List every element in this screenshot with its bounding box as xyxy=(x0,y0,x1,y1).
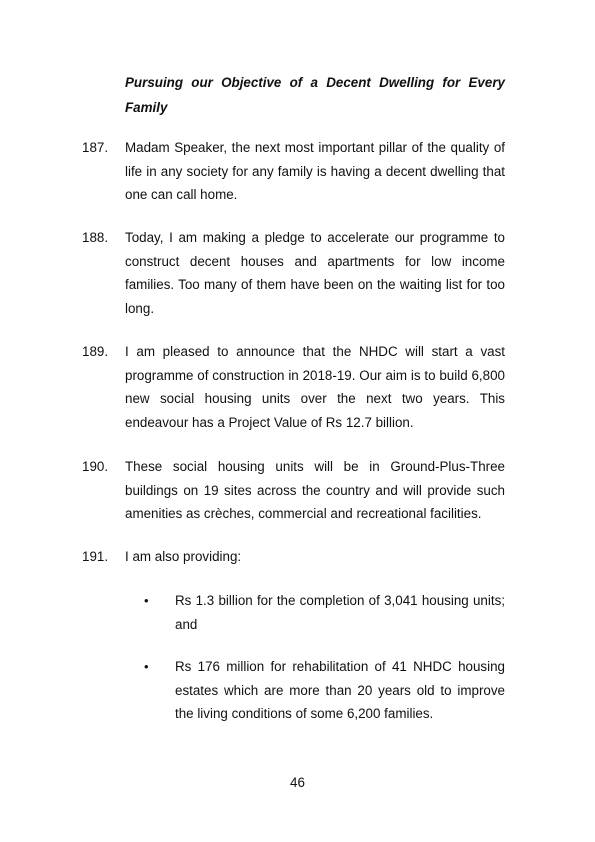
paragraph-text: I am pleased to announce that the NHDC will start a vast programme of construction in 2018-19. Our aim is to build 6,800 new social housing units over the next two years. This endeavour has a Project Value of Rs 12.7 billion. xyxy=(125,344,505,431)
bullet-item xyxy=(142,589,505,636)
paragraph-number: 190. xyxy=(82,459,109,474)
paragraph-number: 187. xyxy=(82,140,109,155)
paragraph-190 xyxy=(82,455,505,526)
paragraph-number: 191. xyxy=(82,549,109,564)
section-heading: Pursuing our Objective of a Decent Dwelling for Every Family xyxy=(125,75,505,115)
paragraph-187 xyxy=(82,136,505,207)
paragraph-188 xyxy=(82,226,505,321)
paragraph-text: I am also providing: xyxy=(125,549,242,564)
bullet-text: Rs 1.3 billion for the completion of 3,041 housing units; and xyxy=(175,593,505,632)
paragraph-text: Today, I am making a pledge to accelerate our programme to construct decent houses and apartments for low income families. Too many of them have been on the waiting list for too long. xyxy=(125,230,505,317)
paragraph-number: 188. xyxy=(82,230,109,245)
paragraph-189 xyxy=(82,340,505,435)
bullet-marker: • xyxy=(144,593,149,608)
paragraph-text: These social housing units will be in Ground-Plus-Three buildings on 19 sites across the country and will provide such amenities as crèches, commercial and recreational facilities. xyxy=(125,459,505,522)
bullet-item xyxy=(142,655,505,726)
paragraph-text: Madam Speaker, the next most important pillar of the quality of life in any society for any family is having a decent dwelling that one can call home. xyxy=(125,140,505,203)
bullet-marker: • xyxy=(144,659,149,674)
page-number: 46 xyxy=(290,775,305,790)
bullet-text: Rs 176 million for rehabilitation of 41 NHDC housing estates which are more than 20 years old to improve the living conditions of some 6,200 families. xyxy=(175,659,505,722)
paragraph-191 xyxy=(82,545,505,569)
paragraph-number: 189. xyxy=(82,344,109,359)
